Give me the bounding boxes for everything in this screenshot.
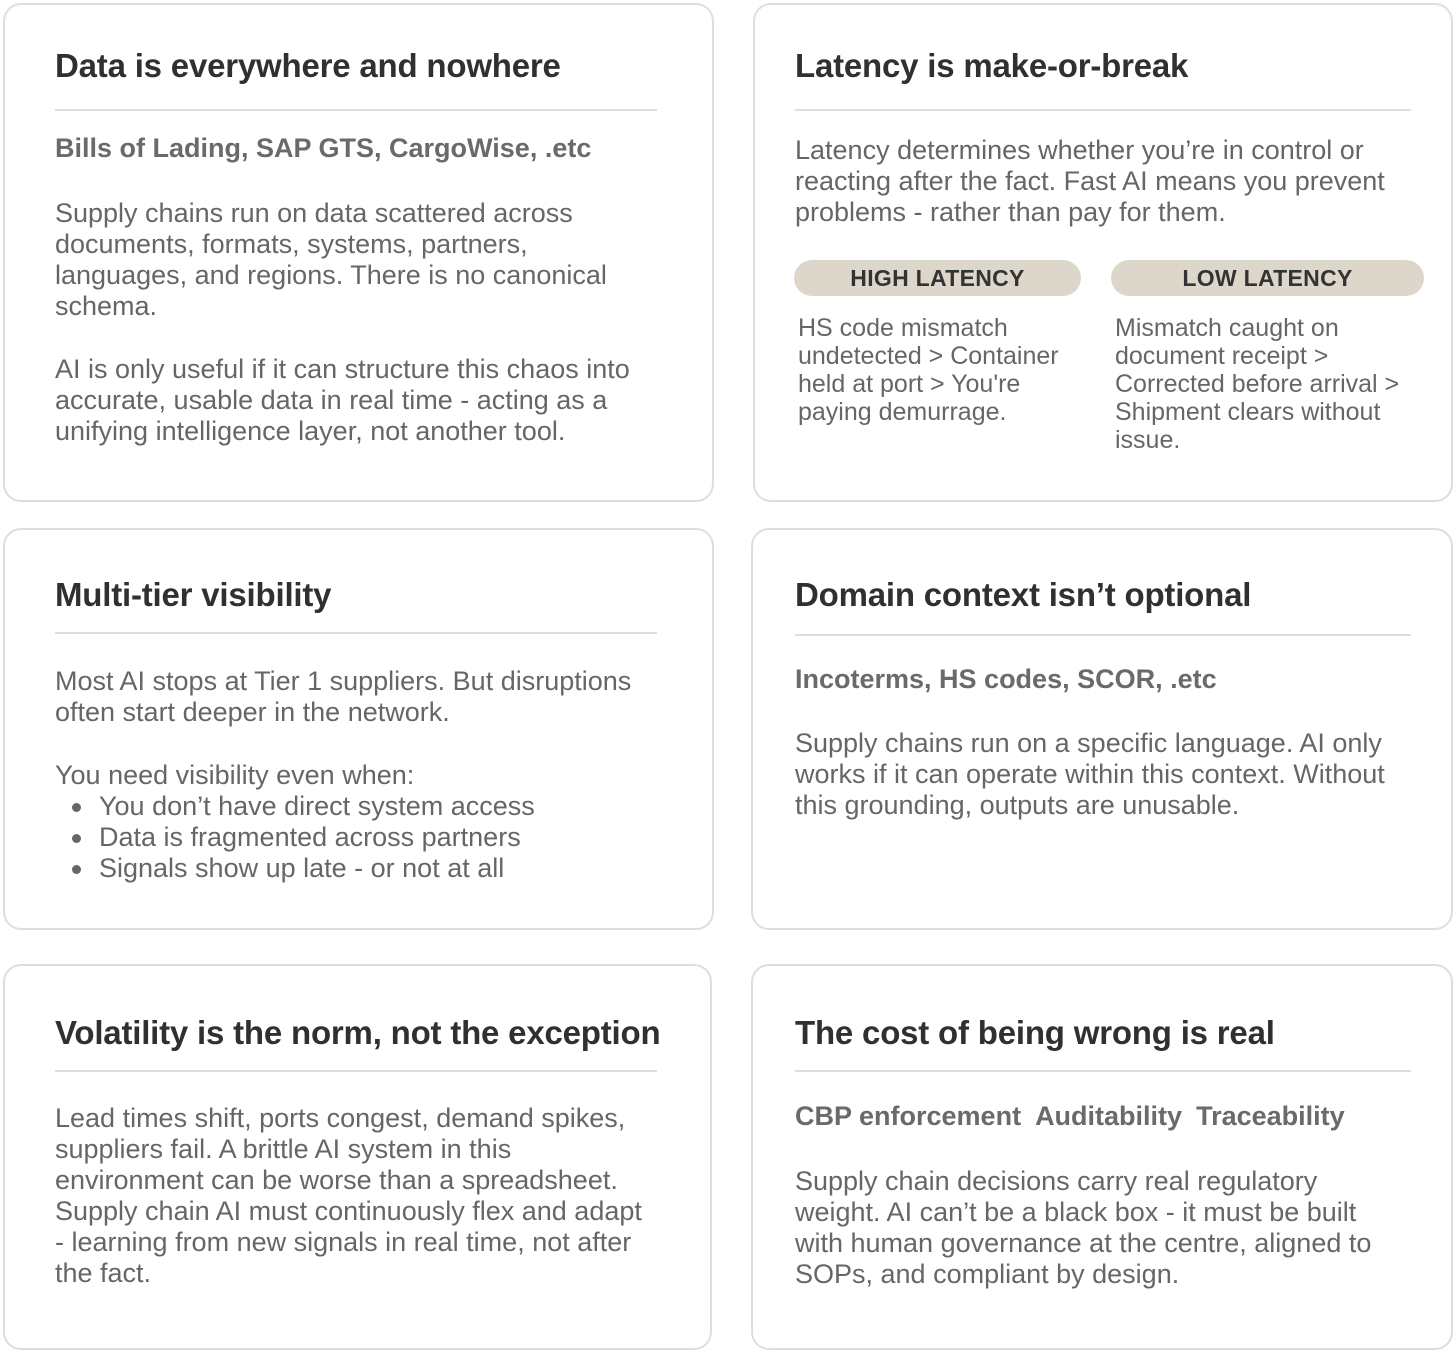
bullet-list [55, 791, 535, 884]
list-item [55, 791, 535, 822]
divider [55, 109, 657, 111]
low-latency-badge: LOW LATENCY [1111, 260, 1424, 296]
card-title: Data is everywhere and nowhere [55, 47, 561, 84]
card-paragraph: AI is only useful if it can structure this chaos into accurate, usable data in real time - acting as a unifying intelligence layer, not another tool. [55, 354, 630, 446]
divider [795, 634, 1411, 636]
card-paragraph: Supply chain decisions carry real regulatory weight. AI can’t be a black box - it must be built with human governance at the centre, aligned to SOPs, and compliant by design. [795, 1166, 1372, 1289]
list-item-text: Data is fragmented across partners [99, 822, 521, 852]
divider [55, 1070, 657, 1072]
bullet-icon [72, 834, 81, 843]
card-latency [753, 3, 1453, 502]
high-latency-badge: HIGH LATENCY [794, 260, 1081, 296]
tag-cbp-enforcement: CBP enforcement [795, 1101, 1022, 1131]
list-item-text: Signals show up late - or not at all [99, 853, 505, 883]
card-paragraph: Supply chains run on data scattered across documents, formats, systems, partners, languages, and regions. There is no canonical schema. [55, 198, 607, 321]
card-subtitle [795, 1101, 1345, 1132]
divider [55, 632, 657, 634]
low-latency-description: Mismatch caught on document receipt > Corrected before arrival > Shipment clears without issue. [1115, 314, 1400, 454]
bullet-icon [72, 803, 81, 812]
list-item [55, 853, 535, 884]
list-item [55, 822, 535, 853]
card-title: Domain context isn’t optional [795, 576, 1252, 613]
card-domain-context [751, 528, 1453, 930]
card-paragraph: Supply chains run on a specific language. AI only works if it can operate within this context. Without this grounding, outputs are unusable. [795, 728, 1385, 820]
card-title: Multi-tier visibility [55, 576, 332, 613]
card-paragraph: Most AI stops at Tier 1 suppliers. But disruptions often start deeper in the network. [55, 666, 632, 727]
card-title: Volatility is the norm, not the exception [55, 1014, 661, 1051]
divider [795, 1070, 1411, 1072]
card-paragraph: You need visibility even when: [55, 760, 415, 790]
list-item-text: You don’t have direct system access [99, 791, 535, 821]
card-paragraph: Lead times shift, ports congest, demand spikes, suppliers fail. A brittle AI system in this environment can be worse than a spreadsheet. Supply chain AI must continuously flex and adapt - learning from new signals in real time, not after the fact. [55, 1103, 642, 1288]
high-latency-description: HS code mismatch undetected > Container held at port > You're paying demurrage. [798, 314, 1059, 426]
card-subtitle: Bills of Lading, SAP GTS, CargoWise, .etc [55, 133, 592, 163]
tag-auditability: Auditability [1035, 1101, 1183, 1131]
divider [795, 109, 1411, 111]
card-paragraph: Latency determines whether you’re in control or reacting after the fact. Fast AI means you prevent problems - rather than pay for them. [795, 135, 1385, 227]
card-subtitle: Incoterms, HS codes, SCOR, .etc [795, 664, 1217, 694]
card-cost-of-being-wrong [751, 964, 1453, 1350]
card-data-everywhere [3, 3, 714, 502]
card-title: The cost of being wrong is real [795, 1014, 1275, 1051]
card-multi-tier-visibility [3, 528, 714, 930]
card-title: Latency is make-or-break [795, 47, 1189, 84]
tag-traceability: Traceability [1196, 1101, 1345, 1131]
card-volatility [3, 964, 712, 1350]
bullet-icon [72, 865, 81, 874]
